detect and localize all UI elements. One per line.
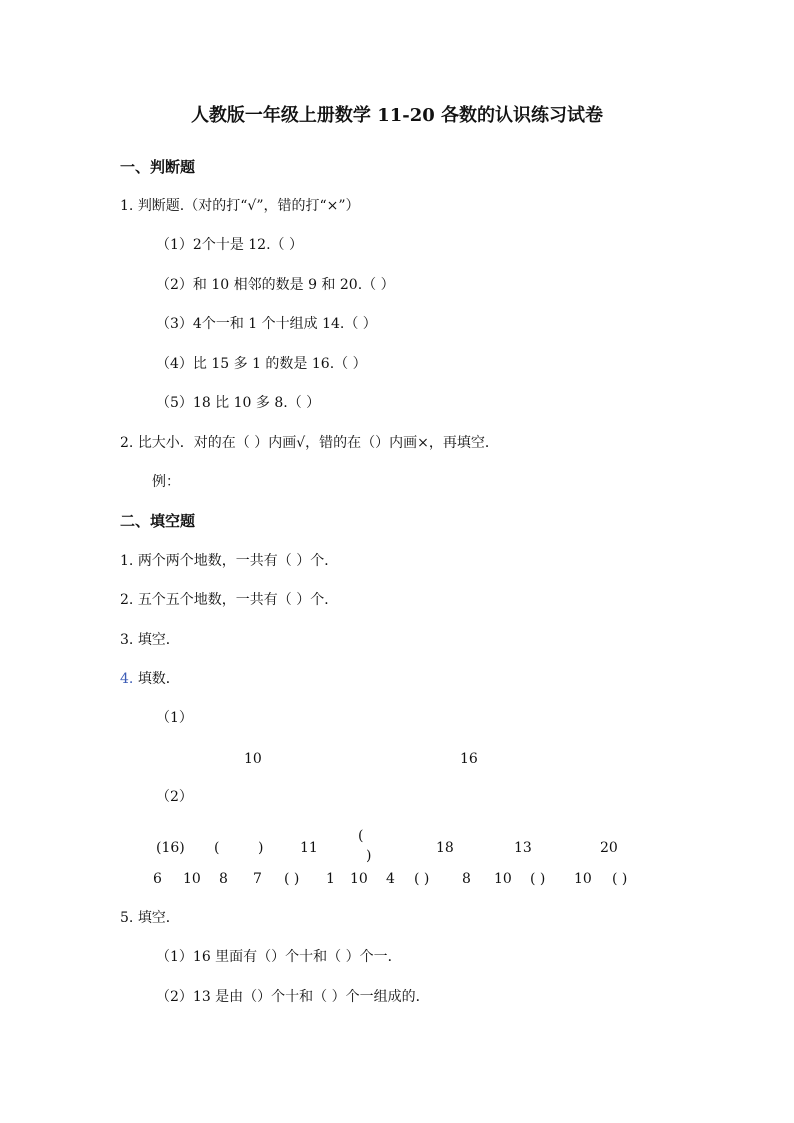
pair-cell: 10: [494, 871, 512, 887]
pair-cell: 10: [350, 871, 368, 887]
sequence-cell: 20: [600, 840, 618, 856]
number-line-value: 10: [244, 751, 262, 767]
question-2-5: [120, 908, 180, 928]
sequence-cell: 18: [436, 840, 454, 856]
page-title: 人教版一年级上册数学 11-20 各数的认识练习试卷: [190, 105, 604, 126]
fill-item-1: （1）16 里面有（）个十和（ ）个一．: [156, 949, 402, 965]
pair-blank: ( ): [284, 871, 300, 887]
question-number: 1.: [120, 198, 134, 214]
judgement-item-4: （4）比 15 多 1 的数是 16.（ ）: [156, 356, 367, 372]
pair-blank: ( ): [414, 871, 430, 887]
judgement-item-3: （3）4个一和 1 个十组成 14.（ ）: [156, 316, 377, 332]
pair-cell: 8: [462, 871, 471, 887]
part-2-label: （2）: [156, 789, 193, 805]
sequence-blank-close: ): [366, 848, 372, 864]
question-text: 五个五个地数，一共有（ ）个．: [137, 592, 339, 608]
pair-cell: 6: [153, 871, 162, 887]
fill-item-2: （2）13 是由（）个十和（ ）个一组成的．: [156, 989, 430, 1005]
question-text: 判断题.（对的打“√”，错的打“×”）: [137, 198, 360, 214]
number-line-value: 16: [460, 751, 478, 767]
judgement-item-5: （5）18 比 10 多 8.（ ）: [156, 395, 321, 411]
pair-cell: 1: [326, 871, 335, 887]
sequence-cell: 13: [514, 840, 532, 856]
judgement-item-1: （1）2个十是 12.（ ）: [156, 237, 303, 253]
part-1-label: （1）: [156, 710, 193, 726]
question-text: 填数．: [137, 671, 180, 687]
question-number: 3.: [120, 632, 134, 648]
pair-cell: 7: [253, 871, 262, 887]
question-number: 5.: [120, 910, 134, 926]
question-text: 两个两个地数，一共有（ ）个．: [137, 553, 339, 569]
section-heading-judgement: 一、判断题: [120, 158, 196, 176]
pair-blank: ( ): [612, 871, 628, 887]
question-text: 比大小．对的在（ ）内画√，错的在（）内画×，再填空．: [137, 435, 499, 451]
pair-blank: ( ): [530, 871, 546, 887]
question-text: 填空．: [137, 910, 180, 926]
question-2-2: [120, 590, 338, 610]
sequence-cell: 11: [300, 840, 318, 856]
sequence-blank-close: ): [258, 840, 264, 856]
sequence-blank-open: (: [358, 828, 364, 844]
question-number: 2.: [120, 435, 134, 451]
question-2-4: [120, 669, 180, 689]
question-1-2: [120, 433, 499, 453]
question-number: 1.: [120, 553, 134, 569]
pair-cell: 10: [183, 871, 201, 887]
judgement-item-2: （2）和 10 相邻的数是 9 和 20.（ ）: [156, 277, 395, 293]
question-2-3: [120, 630, 180, 650]
sequence-cell: (16): [156, 840, 185, 856]
question-number: 4.: [120, 671, 134, 687]
pair-cell: 10: [574, 871, 592, 887]
question-text: 填空．: [137, 632, 180, 648]
example-label: 例：: [152, 474, 180, 490]
section-heading-fill-blank: 二、填空题: [120, 512, 196, 530]
sequence-blank-open: (: [214, 840, 220, 856]
question-1-1: [120, 196, 360, 216]
question-2-1: [120, 551, 338, 571]
question-number: 2.: [120, 592, 134, 608]
pair-cell: 8: [219, 871, 228, 887]
pair-cell: 4: [386, 871, 395, 887]
